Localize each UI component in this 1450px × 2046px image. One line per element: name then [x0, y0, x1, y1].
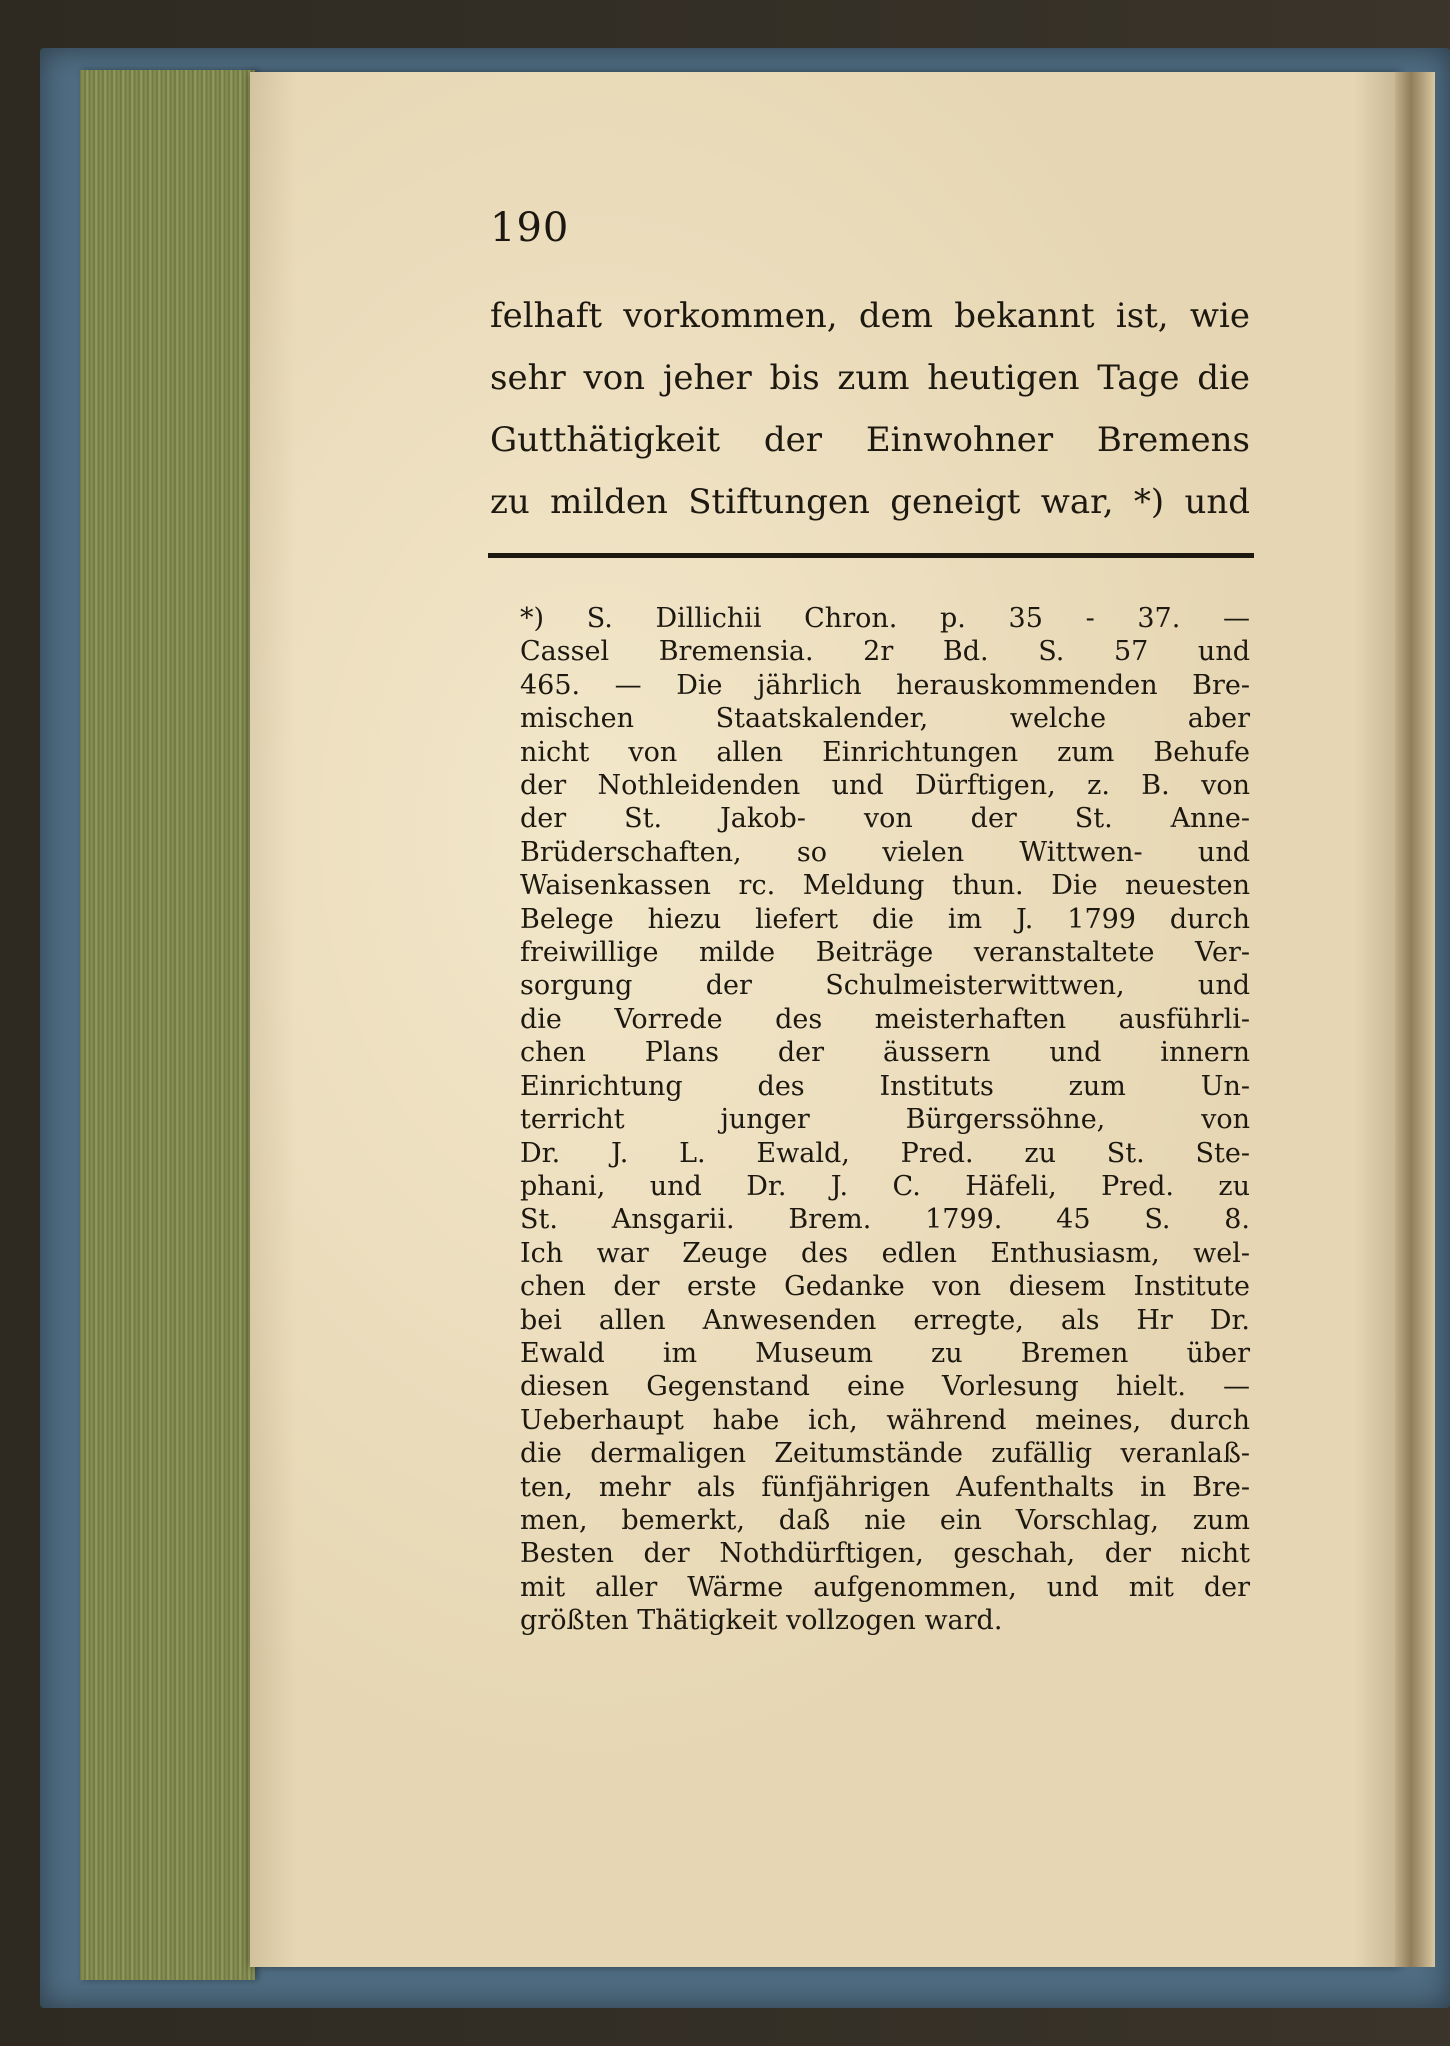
footnote-line: Cassel Bremensia. 2r Bd. S. 57 und	[520, 636, 1250, 668]
page-edges	[80, 70, 255, 1980]
footnote-line: Ich war Zeuge des edlen Enthusiasm, wel-	[520, 1237, 1250, 1269]
footnote-line: die Vorrede des meisterhaften ausführli-	[520, 1003, 1250, 1035]
footnote-line: St. Ansgarii. Brem. 1799. 45 S. 8.	[520, 1204, 1250, 1236]
page-number: 190	[490, 205, 570, 251]
body-line: felhaft vorkommen, dem bekannt ist, wie	[490, 296, 1250, 336]
footnote	[520, 602, 1250, 1638]
footnote-line: Einrichtung des Instituts zum Un-	[520, 1070, 1250, 1102]
footnote-line: men, bemerkt, daß nie ein Vorschlag, zum	[520, 1504, 1250, 1536]
body-line: zu milden Stiftungen geneigt war, *) und	[490, 482, 1250, 522]
footnote-line: der Nothleidenden und Dürftigen, z. B. von	[520, 770, 1250, 802]
footnote-line: Brüderschaften, so vielen Wittwen- und	[520, 836, 1250, 868]
footnote-line: Belege hiezu liefert die im J. 1799 durch	[520, 903, 1250, 935]
body-line: sehr von jeher bis zum heutigen Tage die	[490, 358, 1250, 398]
body-text	[490, 285, 1250, 533]
footnote-line: mit aller Wärme aufgenommen, und mit der	[520, 1571, 1250, 1603]
footnote-line: terricht junger Bürgerssöhne, von	[520, 1104, 1250, 1136]
footnote-line: Waisenkassen rc. Meldung thun. Die neuesten	[520, 870, 1250, 902]
footnote-line: Besten der Nothdürftigen, geschah, der nicht	[520, 1538, 1250, 1570]
footnote-line: nicht von allen Einrichtungen zum Behufe	[520, 736, 1250, 768]
footnote-line: Ewald im Museum zu Bremen über	[520, 1337, 1250, 1369]
footnote-line: ten, mehr als fünfjährigen Aufenthalts in Bre-	[520, 1471, 1250, 1503]
footnote-line: *) S. Dillichii Chron. p. 35 - 37. —	[520, 603, 1250, 634]
body-line: Gutthätigkeit der Einwohner Bremens	[490, 420, 1250, 460]
footnote-line: chen der erste Gedanke von diesem Institute	[520, 1271, 1250, 1303]
footnote-line: phani, und Dr. J. C. Häfeli, Pred. zu	[520, 1170, 1250, 1202]
footnote-line: der St. Jakob- von der St. Anne-	[520, 803, 1250, 835]
footnote-line: mischen Staatskalender, welche aber	[520, 703, 1250, 735]
footnote-line: Dr. J. L. Ewald, Pred. zu St. Ste-	[520, 1137, 1250, 1169]
footnote-line: chen Plans der äussern und innern	[520, 1037, 1250, 1069]
footnote-line: diesen Gegenstand eine Vorlesung hielt. —	[520, 1371, 1250, 1403]
footnote-line: Ueberhaupt habe ich, während meines, durch	[520, 1404, 1250, 1436]
footnote-line: freiwillige milde Beiträge veranstaltete Ver-	[520, 937, 1250, 969]
book-gutter	[1395, 72, 1435, 1967]
footnote-line: bei allen Anwesenden erregte, als Hr Dr.	[520, 1304, 1250, 1336]
footnote-line: sorgung der Schulmeisterwittwen, und	[520, 970, 1250, 1002]
footnote-line: 465. — Die jährlich herauskommenden Bre-	[520, 669, 1250, 701]
footnote-line: größten Thätigkeit vollzogen ward.	[520, 1605, 1003, 1637]
footnote-separator-rule	[488, 553, 1254, 558]
footnote-line: die dermaligen Zeitumstände zufällig veranlaß-	[520, 1438, 1250, 1470]
